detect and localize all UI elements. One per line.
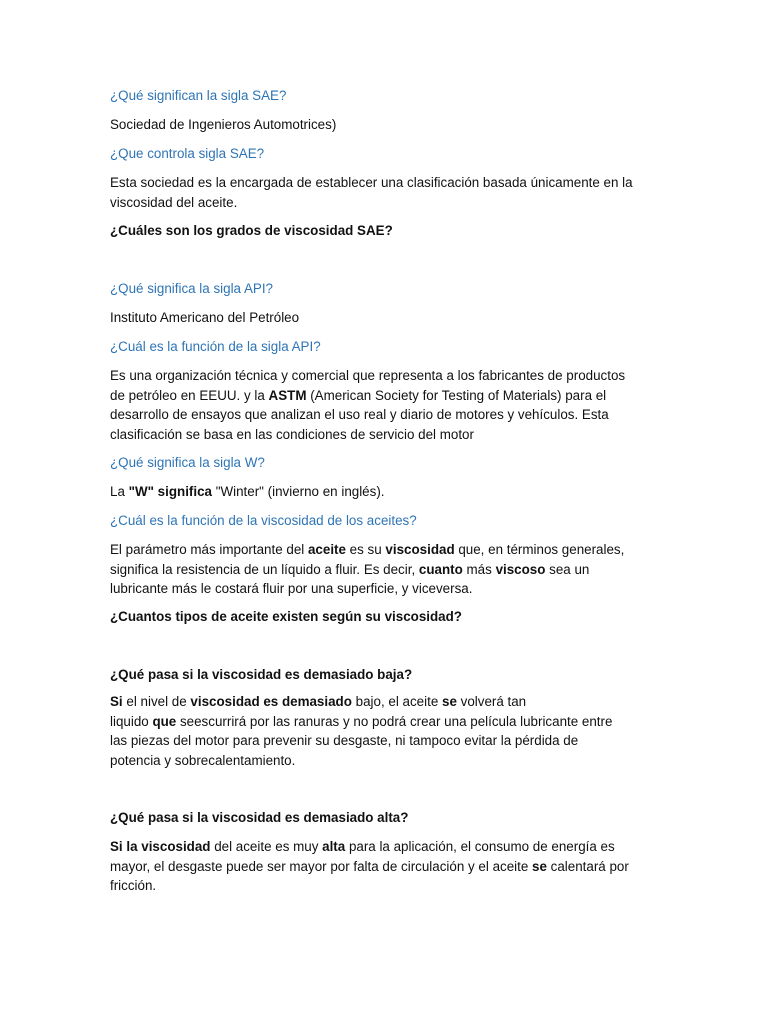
answer-api-meaning: Instituto Americano del Petróleo [110,310,300,325]
text-run-bold: viscoso [495,561,546,577]
text-run: El parámetro más importante del [110,542,308,557]
answer-sae-meaning: Sociedad de Ingenieros Automotrices) [110,117,337,132]
answer-line: clasificación se basa en las condiciones de servicio del motor [110,426,474,442]
text-run: de petróleo en EEUU. y la [110,387,269,403]
text-run-bold: se [532,858,547,874]
question-oil-types: ¿Cuantos tipos de aceite existen según su viscosidad? [110,609,462,624]
text-run-bold: alta [322,839,346,854]
answer-low-viscosity [110,692,658,770]
question-low-viscosity: ¿Qué pasa si la viscosidad es demasiado baja? [110,667,413,682]
answer-line: potencia y sobrecalentamiento. [110,752,296,768]
text-run: seescurrirá por las ranuras y no podrá crear una película lubricante entre [176,713,613,729]
text-run: que, en términos generales, [454,542,625,557]
question-api-function: ¿Cuál es la función de la sigla API? [110,339,321,354]
question-sae-controls: ¿Que controla sigla SAE? [110,146,265,161]
answer-line: lubricante más le costará fluir por una superficie, y viceversa. [110,581,473,596]
answer-w-meaning [110,482,658,502]
answer-line: Es una organización técnica y comercial que representa a los fabricantes de productos [110,368,626,383]
answer-line [110,560,658,580]
text-run: significa la resistencia de un líquido a fluir. Es decir, [110,561,419,577]
answer-line: viscosidad del aceite. [110,194,238,210]
text-run-bold: viscosidad es demasiado [190,694,352,709]
question-sae-meaning: ¿Qué significan la sigla SAE? [110,88,287,103]
answer-line [110,540,658,560]
answer-line [110,837,658,857]
answer-line [110,692,658,712]
text-run: (American Society for Testing of Materials) para el [306,387,607,403]
text-run: calentará por [546,858,629,874]
answer-viscosity-function [110,540,658,599]
text-run: volverá tan [456,694,527,709]
text-run-bold: ASTM [268,387,307,403]
answer-high-viscosity [110,837,658,896]
answer-line [110,386,658,406]
answer-line [110,857,658,877]
question-viscosity-function: ¿Cuál es la función de la viscosidad de los aceites? [110,513,417,528]
text-run: La [110,484,129,499]
text-run-bold: Si [110,694,123,709]
question-w-meaning: ¿Qué significa la sigla W? [110,455,265,470]
text-run: es su [345,542,386,557]
answer-line: las piezas del motor para prevenir su desgaste, ni tampoco evitar la pérdida de [110,733,579,748]
text-run-bold: que [152,713,177,729]
question-high-viscosity: ¿Qué pasa si la viscosidad es demasiado alta? [110,810,409,825]
text-run-bold: viscosidad [385,542,455,557]
answer-line: fricción. [110,878,157,893]
answer-api-function [110,366,658,444]
text-run-bold: Si la viscosidad [110,839,211,854]
text-run-bold: "W" significa [128,484,213,499]
text-run: el nivel de [122,694,191,709]
question-sae-grades: ¿Cuáles son los grados de viscosidad SAE? [110,223,393,238]
text-run: sea un [545,561,590,577]
text-run-bold: aceite [307,542,346,557]
answer-line: desarrollo de ensayos que analizan el uso real y diario de motores y vehículos. Esta [110,407,609,422]
text-run: bajo, el aceite [351,694,442,709]
text-run: del aceite es muy [210,839,323,854]
text-run: liquido [110,713,153,729]
text-run: para la aplicación, el consumo de energía es [345,839,615,854]
answer-line [110,712,658,732]
text-run-bold: se [442,694,457,709]
text-run: más [462,561,496,577]
answer-line: Esta sociedad es la encargada de establecer una clasificación basada únicamente en la [110,175,633,190]
question-api-meaning: ¿Qué significa la sigla API? [110,281,274,296]
text-run: "Winter" (invierno en inglés). [212,484,385,499]
text-run: mayor, el desgaste puede ser mayor por falta de circulación y el aceite [110,858,533,874]
answer-sae-controls [110,173,658,212]
text-run-bold: cuanto [418,561,463,577]
